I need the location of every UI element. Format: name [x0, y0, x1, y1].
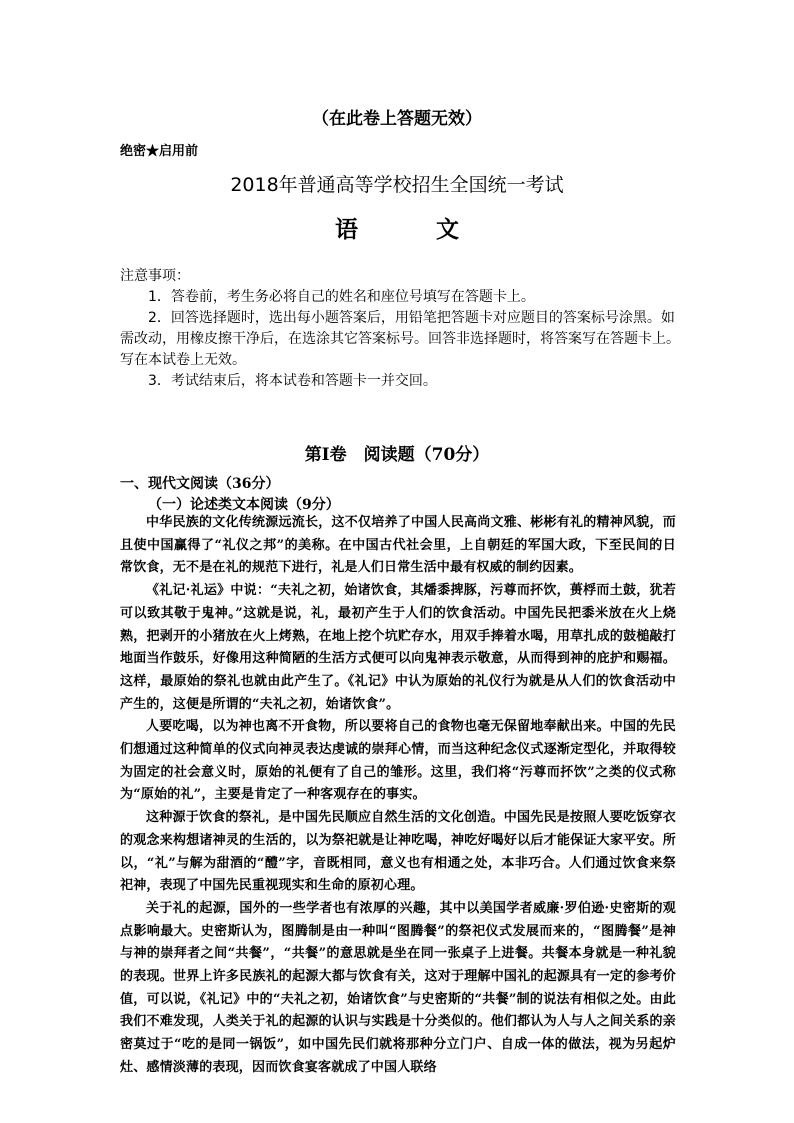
passage-paragraph: 《礼记·礼运》中说：“夫礼之初，始诸饮食，其燔黍捭豚，污尊而抔饮，蒉桴而土鼓，犹若可以致其敬于鬼神。”这就是说，礼，最初产生于人们的饮食活动。中国先民把黍米放在火上烧熟，把剥开的小猪放在火上烤熟，在地上挖个坑贮存水，用双手捧着水喝，用草扎成的鼓槌敲打地面当作鼓乐，好像用这种简陋的生活方式便可以向鬼神表示敬意，从而得到神的庇护和赐福。这样，最原始的祭礼也就由此产生了。《礼记》中认为原始的礼仪行为就是从人们的饮食活动中产生的，这便是所谓的“夫礼之初，始诸饮食”。 — [120, 583, 676, 712]
section-heading: 一、现代文阅读（36分） — [120, 476, 280, 492]
invalid-answer-note: （在此卷上答题无效） — [312, 109, 482, 129]
reading-passage — [120, 512, 676, 1080]
passage-paragraph: 这种源于饮食的祭礼，是中国先民顺应自然生活的文化创造。中国先民是按照人要吃饭穿衣的观念来构想诸神灵的生活的，以为祭祀就是让神吃喝，神吃好喝好以后才能保证大家平安。所以，“礼”与解为甜酒的“醴”字，音既相同，意义也有相通之处，本非巧合。人们通过饮食来祭祀神，表现了中国先民重视现实和生命的原初心理。 — [120, 810, 676, 894]
passage-paragraph: 关于礼的起源，国外的一些学者也有浓厚的兴趣，其中以美国学者威廉·罗伯逊·史密斯的观点影响最大。史密斯认为，图腾制是由一种叫“图腾餐”的祭祀仪式发展而来的，“图腾餐”是神与神的崇拜者之间“共餐”，“共餐”的意思就是坐在同一张桌子上进餐。共餐本身就是一种礼貌的表现。世界上许多民族礼的起源大都与饮食有关，这对于理解中国礼的起源具有一定的参考价值，可以说，《礼记》中的“夫礼之初，始诸饮食”与史密斯的“共餐”制的说法有相似之处。由此我们不难发现，人类关于礼的起源的认识与实践是十分类似的。他们都认为人与人之间关系的亲密莫过于“吃的是同一锅饭”，如中国先民们就将那种分立门户、自成一体的做法，视为另起炉灶、感情淡薄的表现，因而饮食宴客就成了中国人联络 — [120, 900, 676, 1075]
subject-title: 语文 — [335, 216, 537, 243]
passage-paragraph: 人要吃喝，以为神也离不开食物，所以要将自己的食物也毫无保留地奉献出来。中国的先民们想通过这种简单的仪式向神灵表达虔诚的崇拜心情，而当这种纪念仪式逐渐定型化，并取得较为固定的社会意义时，原始的礼便有了自己的雏形。这里，我们将“污尊而抔饮”之类的仪式称为“原始的礼”，主要是肯定了一种客观存在的事实。 — [120, 719, 676, 803]
passage-paragraph: 中华民族的文化传统源远流长，这不仅培养了中国人民高尚文雅、彬彬有礼的精神风貌，而且使中国赢得了“礼仪之邦”的美称。在中国古代社会里，上自朝廷的军国大政，下至民间的日常饮食，无不是在礼的规范下进行，礼是人们日常生活中最有权威的制约因素。 — [120, 515, 676, 576]
notice-heading: 注意事项： — [120, 268, 190, 284]
secret-label: 绝密★启用前 — [120, 144, 199, 159]
notice-item: 1．答卷前，考生务必将自己的姓名和座位号填写在答题卡上。 — [148, 289, 535, 305]
notice-item: 3．考试结束后，将本试卷和答题卡一并交回。 — [148, 373, 437, 389]
exam-title: 2018年普通高等学校招生全国统一考试 — [230, 174, 564, 196]
subsection-heading: （一）论述类文本阅读（9分） — [148, 497, 340, 513]
part-title: 第Ⅰ卷 阅读题（70分） — [304, 445, 490, 465]
notice-item: 2．回答选择题时，选出每小题答案后，用铅笔把答题卡对应题目的答案标号涂黑。如需改动，用橡皮擦干净后，在选涂其它答案标号。回答非选择题时，将答案写在答题卡上。写在本试卷上无效。 — [120, 310, 680, 368]
